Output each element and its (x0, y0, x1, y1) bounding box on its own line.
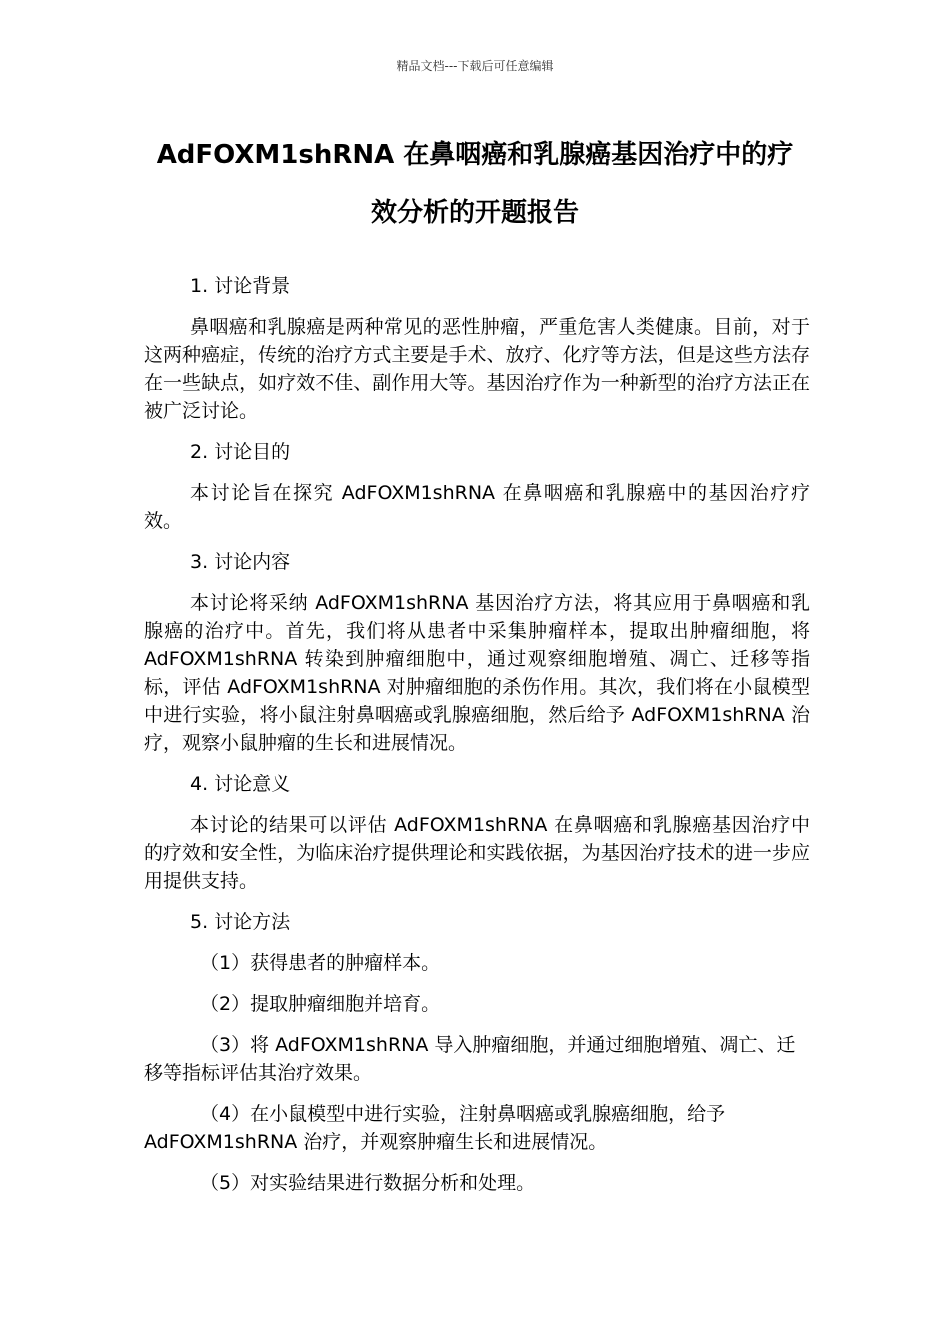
section-heading-methods: 5. 讨论方法 (190, 911, 291, 933)
section-body-significance: 本讨论的结果可以评估 AdFOXM1shRNA 在鼻咽癌和乳腺癌基因治疗中的疗效和安全性，为临床治疗提供理论和实践依据，为基因治疗技术的进一步应用提供支持。 (144, 814, 810, 892)
section-body-background: 鼻咽癌和乳腺癌是两种常见的恶性肿瘤，严重危害人类健康。目前，对于这两种癌症，传统的治疗方式主要是手术、放疗、化疗等方法，但是这些方法存在一些缺点，如疗效不佳、副作用大等。基因治疗作为一种新型的治疗方法正在被广泛讨论。 (144, 316, 810, 422)
section-body-content: 本讨论将采纳 AdFOXM1shRNA 基因治疗方法，将其应用于鼻咽癌和乳腺癌的治疗中。首先，我们将从患者中采集肿瘤样本，提取出肿瘤细胞，将 AdFOXM1shRNA 转染到肿瘤细胞中，通过观察细胞增殖、凋亡、迁移等指标，评估 AdFOXM1shRNA 对肿瘤细胞的杀伤作用。其次，我们将在小鼠模型中进行实验，将小鼠注射鼻咽癌或乳腺癌细胞，然后给予 AdFOXM1shRNA 治疗，观察小鼠肿瘤的生长和进展情况。 (144, 592, 810, 754)
section-heading-background: 1. 讨论背景 (190, 275, 291, 297)
method-step-2: （2）提取肿瘤细胞并培育。 (200, 993, 441, 1015)
header-note: 精品文档---下载后可任意编辑 (396, 59, 554, 73)
method-step-3: （3）将 AdFOXM1shRNA 导入肿瘤细胞，并通过细胞增殖、凋亡、迁移等指标评估其治疗效果。 (144, 1034, 796, 1084)
document-body (144, 272, 810, 1210)
document-title-line-1: AdFOXM1shRNA 在鼻咽癌和乳腺癌基因治疗中的疗 (156, 140, 794, 170)
method-step-1: （1）获得患者的肿瘤样本。 (200, 952, 441, 974)
section-heading-significance: 4. 讨论意义 (190, 773, 291, 795)
method-step-5: （5）对实验结果进行数据分析和处理。 (200, 1172, 536, 1194)
section-heading-content: 3. 讨论内容 (190, 551, 291, 573)
method-step-4: （4）在小鼠模型中进行实验，注射鼻咽癌或乳腺癌细胞，给予 AdFOXM1shRNA 治疗，并观察肿瘤生长和进展情况。 (144, 1103, 726, 1153)
section-body-purpose: 本讨论旨在探究 AdFOXM1shRNA 在鼻咽癌和乳腺癌中的基因治疗疗效。 (144, 482, 810, 532)
document-title-line-2: 效分析的开题报告 (370, 198, 579, 228)
section-heading-purpose: 2. 讨论目的 (190, 441, 291, 463)
